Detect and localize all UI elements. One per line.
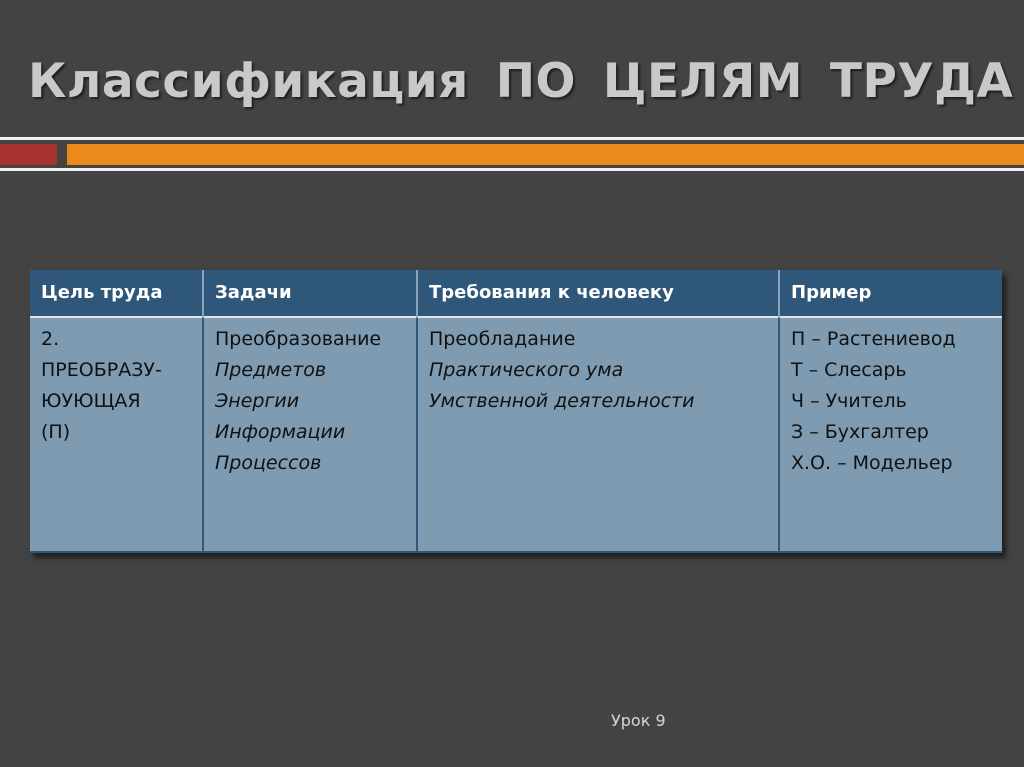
header-tasks: Задачи	[203, 270, 417, 317]
cell-examples	[779, 317, 1002, 552]
task-item: Предметов	[215, 359, 327, 381]
example-item: П – Растениевод	[791, 328, 956, 350]
header-requirements: Требования к человеку	[417, 270, 779, 317]
classification-table	[30, 270, 1002, 553]
requirement-item: Умственной деятельности	[429, 390, 695, 412]
cell-requirements	[417, 317, 779, 552]
goal-name-part-2: ЮУЮЩАЯ	[41, 390, 141, 412]
example-item: Х.О. – Модельер	[791, 452, 953, 474]
goal-number: 2.	[41, 328, 60, 350]
bottom-divider-line	[0, 168, 1024, 171]
accent-bar-red	[0, 144, 57, 165]
example-item: З – Бухгалтер	[791, 421, 929, 443]
tasks-lead: Преобразование	[215, 328, 382, 350]
requirement-item: Практического ума	[429, 359, 624, 381]
slide-title: Классификация ПО ЦЕЛЯМ ТРУДА	[28, 54, 1014, 109]
header-goal: Цель труда	[30, 270, 203, 317]
table-header-row	[30, 270, 1002, 317]
goal-code: (П)	[41, 421, 71, 443]
lesson-label: Урок 9	[611, 711, 666, 730]
task-item: Энергии	[215, 390, 300, 412]
goal-name-part-1: ПРЕОБРАЗУ-	[41, 359, 162, 381]
table-row	[30, 317, 1002, 552]
cell-goal	[30, 317, 203, 552]
top-divider-line	[0, 137, 1024, 140]
requirements-lead: Преобладание	[429, 328, 576, 350]
header-example: Пример	[779, 270, 1002, 317]
accent-bar-orange	[67, 144, 1024, 165]
cell-tasks	[203, 317, 417, 552]
example-item: Т – Слесарь	[791, 359, 907, 381]
example-item: Ч – Учитель	[791, 390, 907, 412]
task-item: Информации	[215, 421, 346, 443]
task-item: Процессов	[215, 452, 322, 474]
